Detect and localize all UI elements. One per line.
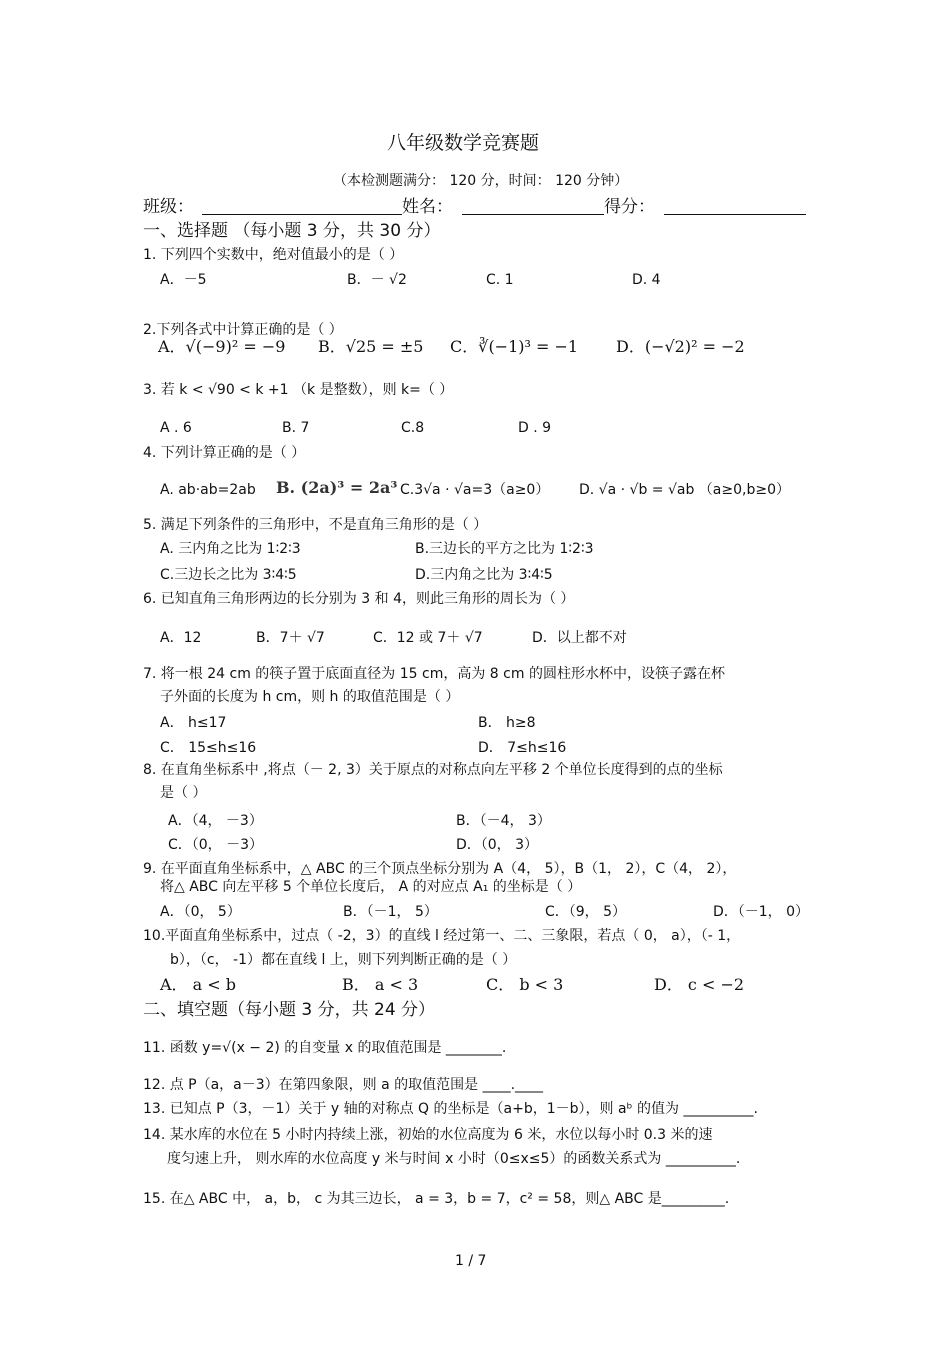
q14: 14. 某水库的水位在 5 小时内持续上涨，初始的水位高度为 6 米，水位以每小时 0.3 米的速 xyxy=(143,1127,713,1143)
q6-stem: 6. 已知直角三角形两边的长分别为 3 和 4，则此三角形的周长为（ ） xyxy=(143,591,575,607)
q10-d: D． c < −2 xyxy=(654,975,745,994)
q8-d: D．（0， 3） xyxy=(456,837,539,853)
q6-d: D．以上都不对 xyxy=(532,630,627,646)
q1-b: B．－ √2 xyxy=(347,272,407,288)
q8-stem: 8. 在直角坐标系中 ,将点（－ 2, 3）关于原点的对称点向左平移 2 个单位长度得到的点的坐标 xyxy=(143,762,723,778)
q3-b: B. 7 xyxy=(282,420,310,436)
q2-stem: 2.下列各式中计算正确的是（ ） xyxy=(143,322,343,338)
section1-heading: 一、选择题 （每小题 3 分，共 30 分） xyxy=(143,221,441,241)
q4-d: D. √a · √b = √ab （a≥0,b≥0） xyxy=(579,482,790,498)
q3-c: C.8 xyxy=(401,420,425,436)
q4-c: C.3√a · √a=3（a≥0） xyxy=(400,482,550,498)
q9-a: A．（0， 5） xyxy=(160,904,241,920)
q15: 15. 在△ ABC 中， a，b， c 为其三边长， a = 3，b = 7，c² = 58，则△ ABC 是_________. xyxy=(143,1191,730,1207)
q8-b: B．（－4， 3） xyxy=(456,813,551,829)
q5-b: B.三边长的平方之比为 1∶2∶3 xyxy=(415,541,594,557)
q2-c: C．∛(−1)³ = −1 xyxy=(450,337,579,356)
q4-a: A. ab·ab=2ab xyxy=(160,482,256,498)
q7-b: B． h≥8 xyxy=(478,715,536,731)
q7-a: A． h≤17 xyxy=(160,715,227,731)
section2-heading: 二、填空题（每小题 3 分，共 24 分） xyxy=(143,1000,436,1020)
q5-a: A. 三内角之比为 1∶2∶3 xyxy=(160,541,301,557)
q4-stem: 4. 下列计算正确的是（ ） xyxy=(143,445,306,461)
q8-c: C．（0， －3） xyxy=(168,837,264,853)
name-blank[interactable] xyxy=(462,198,604,215)
q5-c: C.三边长之比为 3∶4∶5 xyxy=(160,567,297,583)
q5-stem: 5. 满足下列条件的三角形中，不是直角三角形的是（ ） xyxy=(143,517,488,533)
q8-stem2: 是（ ） xyxy=(160,785,207,801)
q3-stem: 3. 若 k < √90 < k +1 （k 是整数），则 k=（ ） xyxy=(143,382,454,398)
q1-a: A．－5 xyxy=(160,272,207,288)
q4-b: B. (2a)³ = 2a³ xyxy=(276,478,398,497)
q9-stem2: 将△ ABC 向左平移 5 个单位长度后， A 的对应点 A₁ 的坐标是（ ） xyxy=(160,879,582,895)
q13: 13. 已知点 P（3，－1）关于 y 轴的对称点 Q 的坐标是（a+b，1－b），则 aᵇ 的值为 __________. xyxy=(143,1101,758,1117)
q14-cont: 度匀速上升， 则水库的水位高度 y 米与时间 x 小时（0≤x≤5）的函数关系式为 __________. xyxy=(167,1151,741,1167)
q3-a: A . 6 xyxy=(160,420,192,436)
q6-a: A．12 xyxy=(160,630,202,646)
q9-d: D．（－1， 0） xyxy=(713,904,810,920)
q5-d: D.三内角之比为 3∶4∶5 xyxy=(415,567,553,583)
q10-stem: 10.平面直角坐标系中，过点（ -2，3）的直线 l 经过第一、二、三象限，若点（ 0， a），（- 1， xyxy=(143,928,741,944)
q10-b: B． a < 3 xyxy=(342,975,419,994)
q11: 11. 函数 y=√(x − 2) 的自变量 x 的取值范围是 ________. xyxy=(143,1040,507,1056)
q2-b: B．√25 = ±5 xyxy=(318,337,424,356)
q7-stem2: 子外面的长度为 h cm，则 h 的取值范围是（ ） xyxy=(160,689,460,705)
q10-a: A． a < b xyxy=(160,975,237,994)
page-number: 1 / 7 xyxy=(455,1253,487,1269)
q9-b: B．（－1， 5） xyxy=(343,904,438,920)
q8-a: A．（4， －3） xyxy=(168,813,263,829)
q6-c: C．12 或 7＋ √7 xyxy=(373,630,483,646)
class-label: 班级： xyxy=(143,197,194,217)
q3-d: D . 9 xyxy=(518,420,552,436)
page-title: 八年级数学竞赛题 xyxy=(387,132,540,154)
q1-d: D. 4 xyxy=(632,272,661,288)
q12: 12. 点 P（a，a－3）在第四象限，则 a 的取值范围是 ____.____ xyxy=(143,1077,544,1093)
q7-c: C． 15≤h≤16 xyxy=(160,740,257,756)
subtitle: （本检测题满分： 120 分，时间： 120 分钟） xyxy=(333,173,629,189)
q2-a: A．√(−9)² = −9 xyxy=(158,337,286,356)
q2-d: D．(−√2)² = −2 xyxy=(616,337,745,356)
score-label: 得分： xyxy=(604,197,655,217)
q1-c: C. 1 xyxy=(486,272,514,288)
q9-stem: 9. 在平面直角坐标系中，△ ABC 的三个顶点坐标分别为 A（4， 5），B（1， 2），C（4， 2）， xyxy=(143,861,737,877)
class-blank[interactable] xyxy=(202,198,402,215)
q10-stem2: b），（c， -1）都在直线 l 上，则下列判断正确的是（ ） xyxy=(170,952,517,968)
q7-stem: 7. 将一根 24 cm 的筷子置于底面直径为 15 cm，高为 8 cm 的圆柱形水杯中，设筷子露在杯 xyxy=(143,666,725,682)
q7-d: D． 7≤h≤16 xyxy=(478,740,567,756)
q9-c: C．（9， 5） xyxy=(545,904,627,920)
name-label: 姓名： xyxy=(402,197,453,217)
q6-b: B．7＋ √7 xyxy=(256,630,325,646)
q10-c: C． b < 3 xyxy=(486,975,564,994)
score-blank[interactable] xyxy=(664,198,806,215)
q1-stem: 1. 下列四个实数中，绝对值最小的是（ ） xyxy=(143,247,404,263)
